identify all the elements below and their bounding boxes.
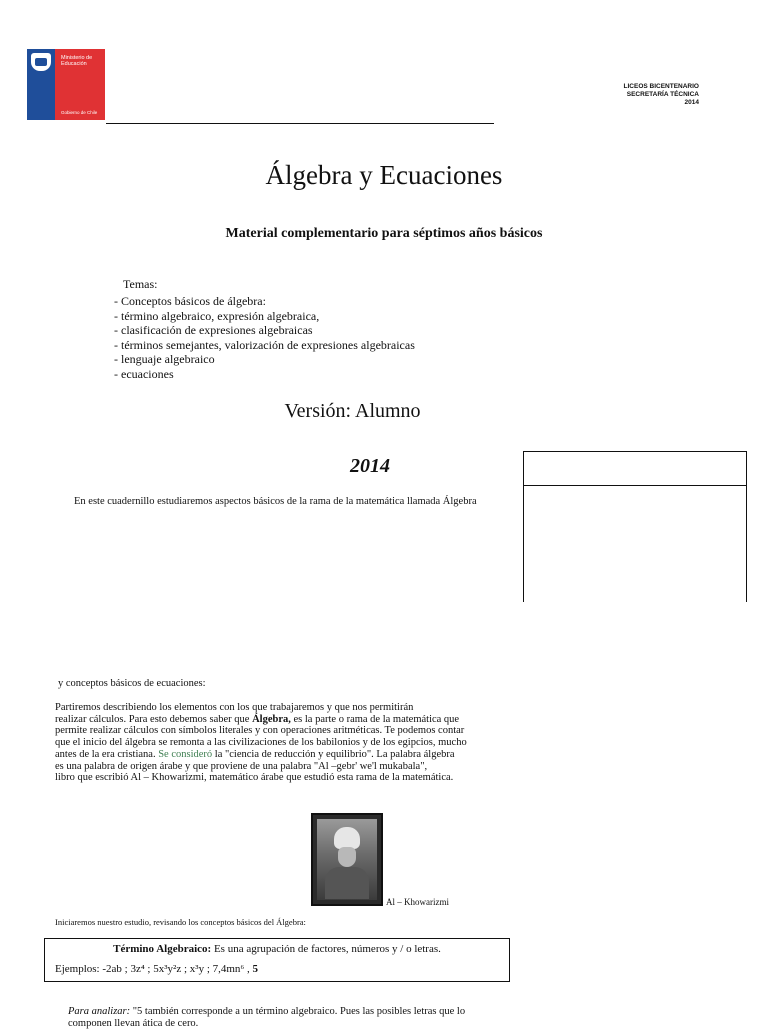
header-line2: SECRETARÍA TÉCNICA — [626, 91, 699, 98]
definition-line — [45, 943, 509, 955]
highlighted-text: Se consideró — [158, 748, 213, 760]
version-label: Versión: Alumno — [284, 400, 421, 422]
ministerio-logo — [27, 49, 105, 120]
logo-text-line2: Educación — [61, 61, 87, 67]
examples-label: Ejemplos: — [55, 963, 100, 975]
intro-text-continued: y conceptos básicos de ecuaciones: — [58, 678, 206, 689]
portrait-background — [317, 819, 377, 900]
definition-text: Es una agrupación de factores, números y / o letras. — [211, 943, 441, 955]
document-subtitle: Material complementario para séptimos años básicos — [225, 226, 543, 241]
analyze-label: Para analizar: — [68, 1006, 131, 1017]
examples-text: -2ab ; 3z⁴ ; 5x³y²z ; x³y ; 7,4mn⁶ , — [99, 963, 253, 975]
portrait-face — [338, 847, 356, 867]
header-divider — [106, 123, 494, 124]
paragraph-line: que el inicio del álgebra se remonta a las civilizaciones de los babilonios y de los egipcios, mucho — [55, 737, 467, 749]
paragraph-line — [55, 749, 525, 761]
logo-text-line1: Ministerio de — [61, 55, 93, 61]
header-info — [624, 83, 699, 107]
study-intro: Iniciaremos nuestro estudio, revisando los conceptos básicos del Álgebra: — [55, 917, 306, 927]
portrait-body — [325, 867, 369, 899]
paragraph-line: Partiremos describiendo los elementos con los que trabajaremos y que nos permitirán — [55, 702, 414, 713]
portrait-caption: Al – Khowarizmi — [386, 897, 449, 907]
temas-item: - ecuaciones — [114, 367, 415, 382]
temas-item: - términos semejantes, valorización de expresiones algebraicas — [114, 338, 415, 353]
paragraph-text: es la parte o rama de la matemática que — [290, 713, 460, 725]
paragraph-text: realizar cálculos. Para esto debemos saber que — [55, 713, 253, 725]
paragraph-line: es una palabra de origen árabe y que proviene de una palabra "Al –gebr' we'l mukabala", — [55, 760, 428, 772]
paragraph-text: antes de la era cristiana. — [55, 748, 159, 760]
year-label: 2014 — [350, 455, 390, 477]
intro-text: En este cuadernillo estudiaremos aspectos básicos de la rama de la matemática llamada Álgebra — [74, 496, 477, 507]
header-line3: 2014 — [684, 99, 699, 106]
coat-of-arms-icon — [31, 53, 51, 71]
document-title: Álgebra y Ecuaciones — [265, 160, 503, 190]
introduction-paragraph — [55, 702, 525, 784]
definition-term: Término Algebraico: — [113, 943, 212, 955]
logo-text-line3: Gobierno de Chile — [61, 110, 98, 115]
temas-item: - lenguaje algebraico — [114, 352, 415, 367]
name-box — [523, 451, 747, 602]
temas-list — [114, 294, 415, 381]
paragraph-line: libro que escribió Al – Khowarizmi, matemático árabe que estudió esta rama de la matemática. — [55, 772, 454, 784]
examples-last: 5 — [252, 963, 259, 975]
temas-item: - clasificación de expresiones algebraicas — [114, 323, 415, 338]
analyze-line — [68, 1006, 465, 1017]
khowarizmi-portrait — [311, 813, 383, 906]
paragraph-text: la "ciencia de reducción y equilibrio". La palabra álgebra — [212, 748, 455, 760]
algebra-term: Álgebra, — [252, 713, 291, 725]
paragraph-line: permite realizar cálculos con símbolos literales y con operaciones aritméticas. Te podemos contar — [55, 725, 465, 737]
portrait-turban — [334, 827, 360, 849]
paragraph-line — [55, 714, 525, 726]
temas-item: - término algebraico, expresión algebraica, — [114, 309, 415, 324]
examples-line — [55, 963, 258, 975]
temas-label: Temas: — [123, 277, 158, 291]
definition-box — [44, 938, 510, 982]
analyze-text: "5 también corresponde a un término algebraico. Pues las posibles letras que lo — [130, 1006, 466, 1017]
header-line1: LICEOS BICENTENARIO — [623, 83, 699, 90]
name-box-divider — [524, 485, 746, 486]
analyze-line-2: componen llevan ática de cero. — [68, 1018, 199, 1029]
temas-item: - Conceptos básicos de álgebra: — [114, 294, 415, 309]
